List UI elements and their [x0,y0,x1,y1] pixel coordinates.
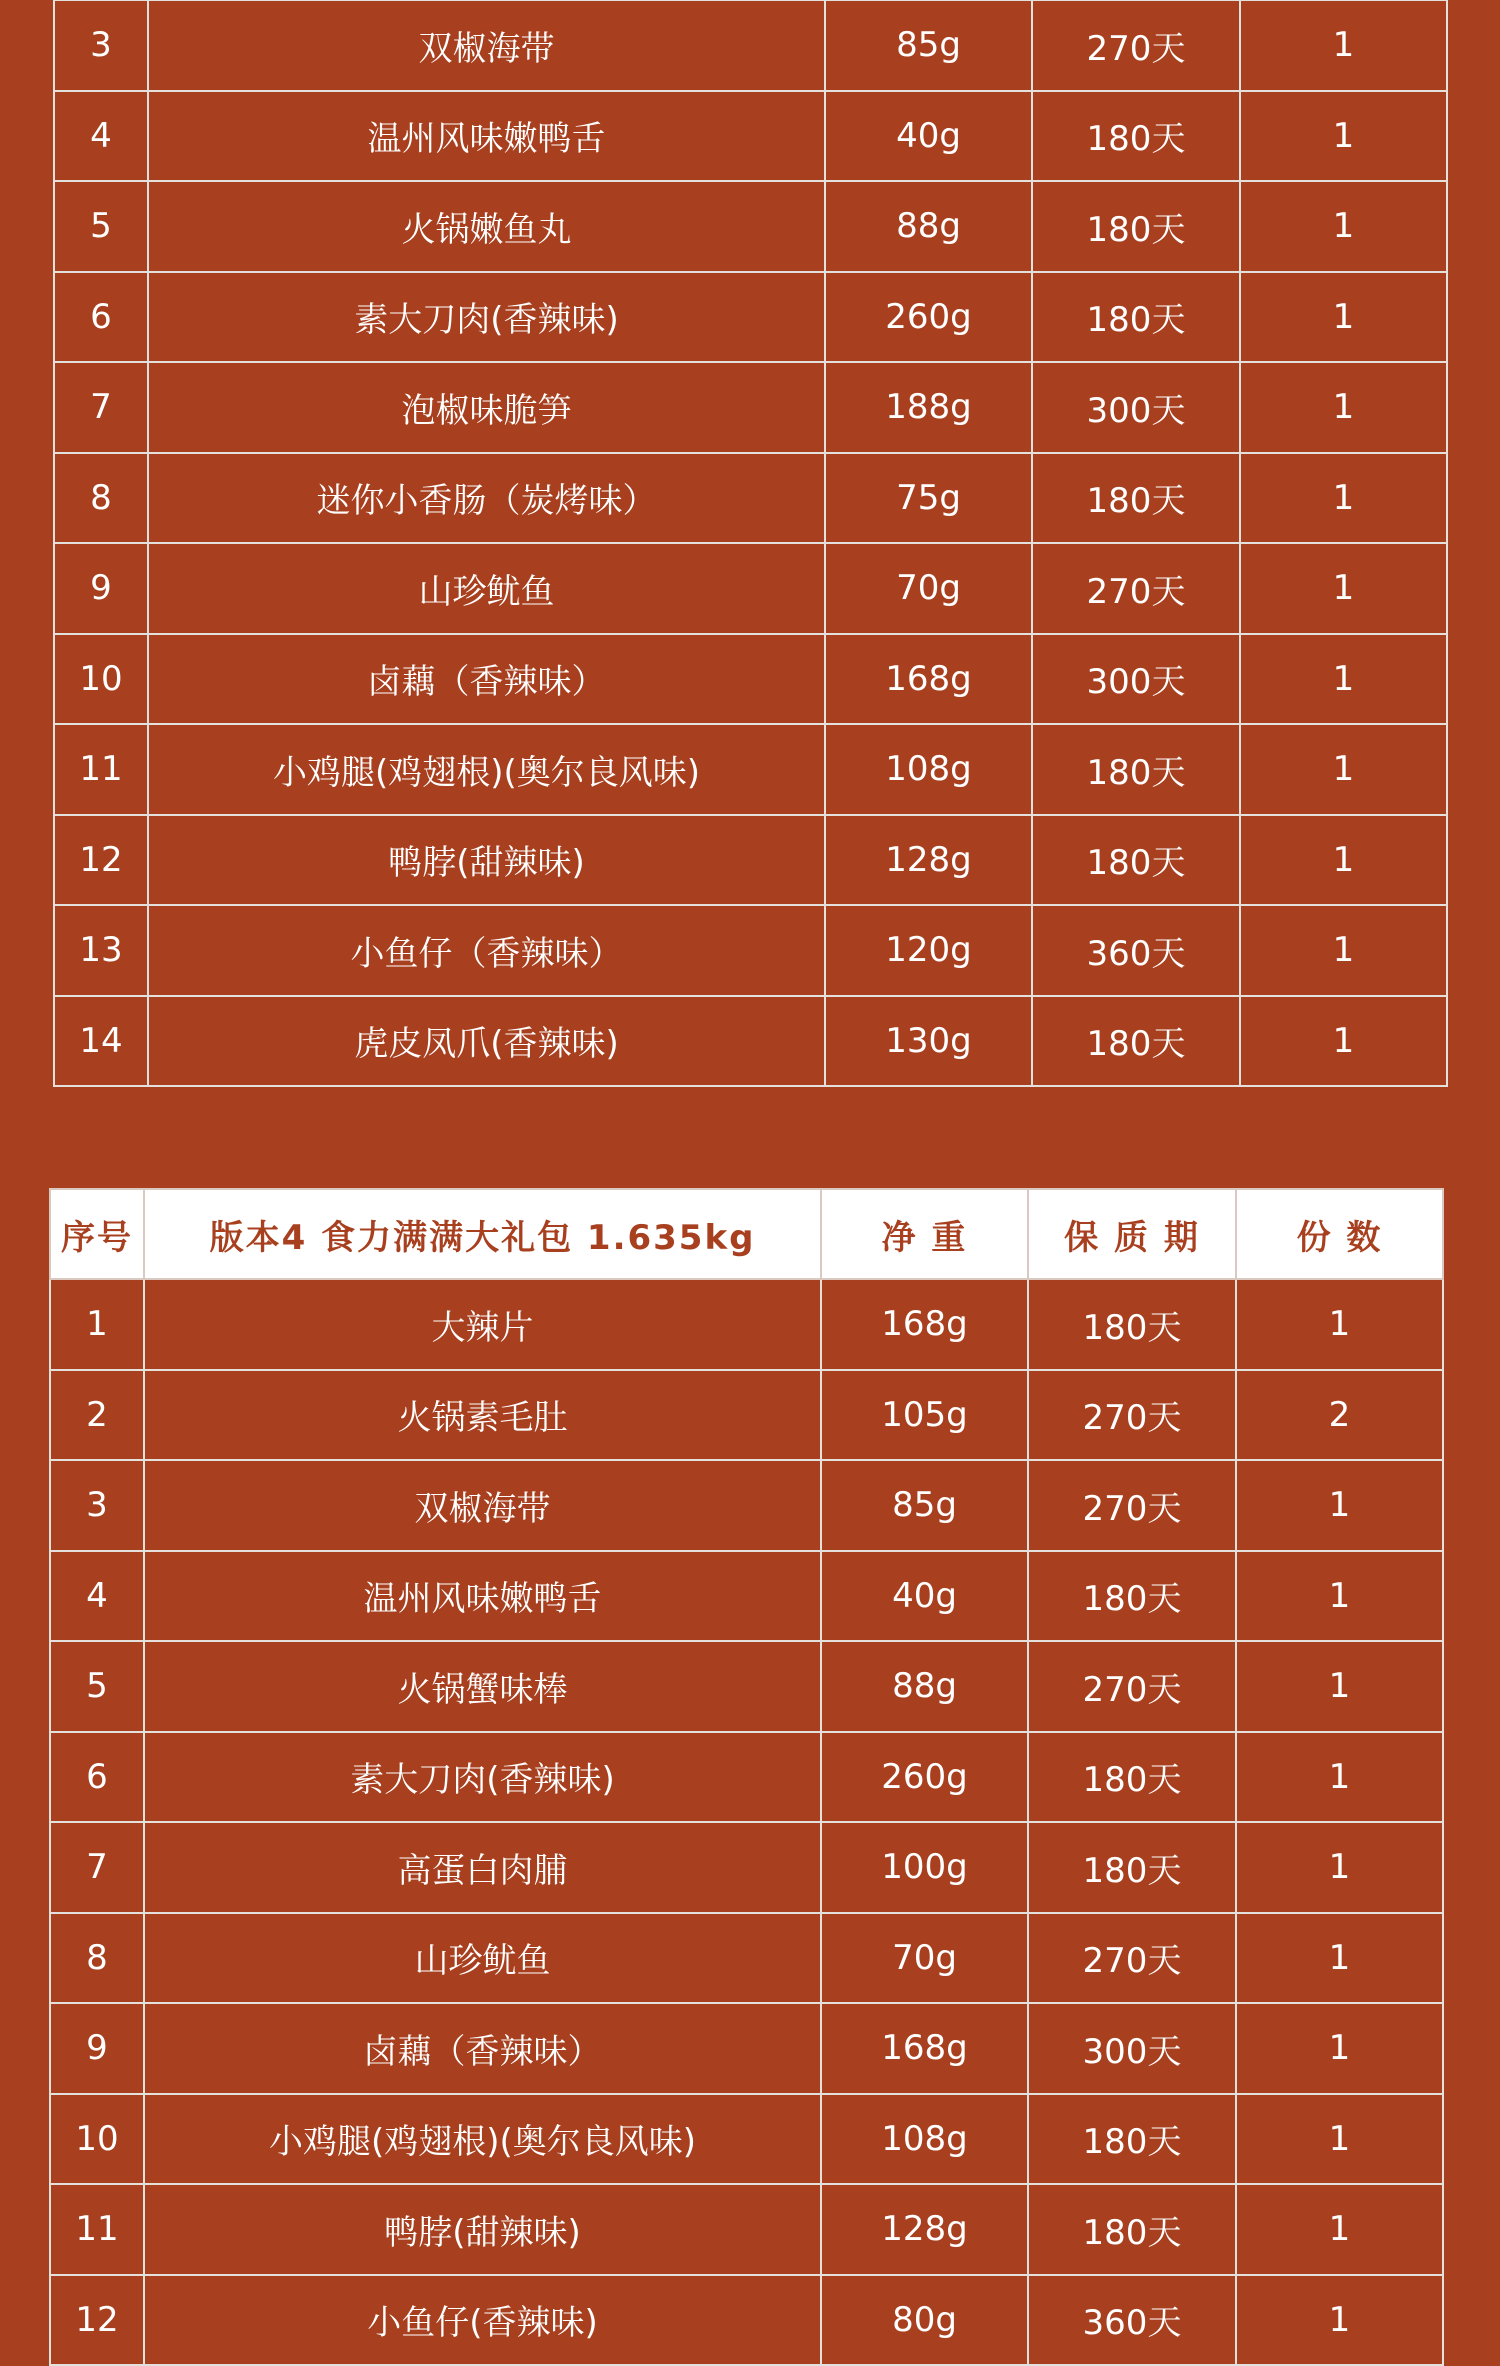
header-shelf-life: 保 质 期 [1028,1189,1236,1279]
shelf-life: 300天 [1032,362,1240,453]
table-row [54,543,1447,634]
quantity: 1 [1240,91,1447,182]
quantity: 2 [1236,1370,1443,1461]
product-name: 小鸡腿(鸡翅根)(奥尔良风味) [144,2094,821,2185]
quantity: 1 [1236,1913,1443,2004]
table-row [54,724,1447,815]
table-row [50,1370,1443,1461]
row-index: 13 [54,905,148,996]
row-index: 9 [50,2003,144,2094]
product-name: 小鸡腿(鸡翅根)(奥尔良风味) [148,724,825,815]
shelf-life: 180天 [1028,1551,1236,1642]
product-name: 素大刀肉(香辣味) [144,1732,821,1823]
net-weight: 120g [825,905,1032,996]
row-index: 3 [54,0,148,91]
row-index: 5 [54,181,148,272]
shelf-life: 300天 [1028,2003,1236,2094]
product-name: 火锅素毛肚 [144,1370,821,1461]
net-weight: 260g [821,1732,1028,1823]
net-weight: 168g [825,634,1032,725]
quantity: 1 [1236,1641,1443,1732]
net-weight: 85g [821,1460,1028,1551]
table-row [50,1641,1443,1732]
shelf-life: 180天 [1028,1822,1236,1913]
header-index: 序号 [50,1189,144,1279]
table-row [50,2184,1443,2275]
quantity: 1 [1240,181,1447,272]
shelf-life: 180天 [1028,2184,1236,2275]
quantity: 1 [1240,724,1447,815]
net-weight: 128g [821,2184,1028,2275]
shelf-life: 180天 [1028,1279,1236,1370]
net-weight: 128g [825,815,1032,906]
product-name: 温州风味嫩鸭舌 [144,1551,821,1642]
product-name: 鸭脖(甜辣味) [148,815,825,906]
net-weight: 70g [821,1913,1028,2004]
net-weight: 88g [821,1641,1028,1732]
net-weight: 80g [821,2275,1028,2366]
table-row [50,1279,1443,1370]
shelf-life: 180天 [1028,1732,1236,1823]
table-row [54,815,1447,906]
row-index: 4 [50,1551,144,1642]
table-row [54,0,1447,91]
product-name: 温州风味嫩鸭舌 [148,91,825,182]
net-weight: 88g [825,181,1032,272]
net-weight: 85g [825,0,1032,91]
product-name: 高蛋白肉脯 [144,1822,821,1913]
shelf-life: 270天 [1032,543,1240,634]
table-row [54,181,1447,272]
product-name: 鸭脖(甜辣味) [144,2184,821,2275]
table-row [54,91,1447,182]
product-name: 迷你小香肠（炭烤味） [148,453,825,544]
quantity: 1 [1240,815,1447,906]
shelf-life: 270天 [1028,1641,1236,1732]
row-index: 9 [54,543,148,634]
table-row [50,2003,1443,2094]
shelf-life: 180天 [1032,181,1240,272]
row-index: 11 [50,2184,144,2275]
product-name: 卤藕（香辣味） [144,2003,821,2094]
quantity: 1 [1236,1822,1443,1913]
shelf-life: 180天 [1032,724,1240,815]
net-weight: 70g [825,543,1032,634]
product-table-1 [53,0,1448,1087]
shelf-life: 180天 [1032,996,1240,1087]
product-name: 素大刀肉(香辣味) [148,272,825,363]
quantity: 1 [1236,2003,1443,2094]
product-name: 大辣片 [144,1279,821,1370]
quantity: 1 [1240,272,1447,363]
shelf-life: 180天 [1032,272,1240,363]
table-row [50,1732,1443,1823]
row-index: 10 [50,2094,144,2185]
row-index: 7 [54,362,148,453]
net-weight: 100g [821,1822,1028,1913]
shelf-life: 180天 [1032,815,1240,906]
net-weight: 75g [825,453,1032,544]
net-weight: 108g [821,2094,1028,2185]
row-index: 11 [54,724,148,815]
shelf-life: 270天 [1028,1370,1236,1461]
product-name: 小鱼仔(香辣味) [144,2275,821,2366]
product-name: 虎皮凤爪(香辣味) [148,996,825,1087]
quantity: 1 [1236,1732,1443,1823]
row-index: 4 [54,91,148,182]
row-index: 2 [50,1370,144,1461]
quantity: 1 [1236,2184,1443,2275]
quantity: 1 [1240,634,1447,725]
quantity: 1 [1240,453,1447,544]
table-row [50,1822,1443,1913]
header-quantity: 份 数 [1236,1189,1443,1279]
table-row [54,996,1447,1087]
product-name: 泡椒味脆笋 [148,362,825,453]
product-name: 火锅嫩鱼丸 [148,181,825,272]
table-row [50,1551,1443,1642]
product-name: 双椒海带 [144,1460,821,1551]
row-index: 12 [54,815,148,906]
product-table-2 [49,1188,1444,2366]
shelf-life: 180天 [1032,91,1240,182]
table-row [50,1460,1443,1551]
row-index: 1 [50,1279,144,1370]
net-weight: 168g [821,2003,1028,2094]
table-row [54,362,1447,453]
table-header [50,1189,1443,1279]
row-index: 8 [54,453,148,544]
table-header-row [50,1189,1443,1279]
shelf-life: 180天 [1028,2094,1236,2185]
product-table-2-body [50,1279,1443,2365]
shelf-life: 300天 [1032,634,1240,725]
product-name: 双椒海带 [148,0,825,91]
quantity: 1 [1236,1551,1443,1642]
net-weight: 188g [825,362,1032,453]
row-index: 6 [54,272,148,363]
table-row [50,1913,1443,2004]
shelf-life: 360天 [1028,2275,1236,2366]
table-row [54,905,1447,996]
table-row [50,2275,1443,2366]
net-weight: 130g [825,996,1032,1087]
quantity: 1 [1240,905,1447,996]
product-name: 火锅蟹味棒 [144,1641,821,1732]
net-weight: 105g [821,1370,1028,1461]
quantity: 1 [1240,996,1447,1087]
row-index: 7 [50,1822,144,1913]
net-weight: 108g [825,724,1032,815]
row-index: 12 [50,2275,144,2366]
net-weight: 40g [821,1551,1028,1642]
shelf-life: 270天 [1028,1913,1236,2004]
quantity: 1 [1236,1279,1443,1370]
table-row [50,2094,1443,2185]
net-weight: 40g [825,91,1032,182]
row-index: 5 [50,1641,144,1732]
net-weight: 260g [825,272,1032,363]
shelf-life: 180天 [1032,453,1240,544]
shelf-life: 270天 [1032,0,1240,91]
product-name: 小鱼仔（香辣味） [148,905,825,996]
row-index: 6 [50,1732,144,1823]
row-index: 8 [50,1913,144,2004]
quantity: 1 [1236,1460,1443,1551]
shelf-life: 360天 [1032,905,1240,996]
quantity: 1 [1240,362,1447,453]
quantity: 1 [1240,543,1447,634]
row-index: 14 [54,996,148,1087]
shelf-life: 270天 [1028,1460,1236,1551]
row-index: 10 [54,634,148,725]
row-index: 3 [50,1460,144,1551]
table-row [54,453,1447,544]
product-name: 山珍鱿鱼 [144,1913,821,2004]
quantity: 1 [1236,2094,1443,2185]
table-row [54,272,1447,363]
net-weight: 168g [821,1279,1028,1370]
quantity: 1 [1240,0,1447,91]
header-package-name: 版本4 食力满满大礼包 1.635kg [144,1189,821,1279]
product-name: 山珍鱿鱼 [148,543,825,634]
table-row [54,634,1447,725]
product-name: 卤藕（香辣味） [148,634,825,725]
quantity: 1 [1236,2275,1443,2366]
header-net-weight: 净 重 [821,1189,1028,1279]
product-table-1-body [54,0,1447,1086]
